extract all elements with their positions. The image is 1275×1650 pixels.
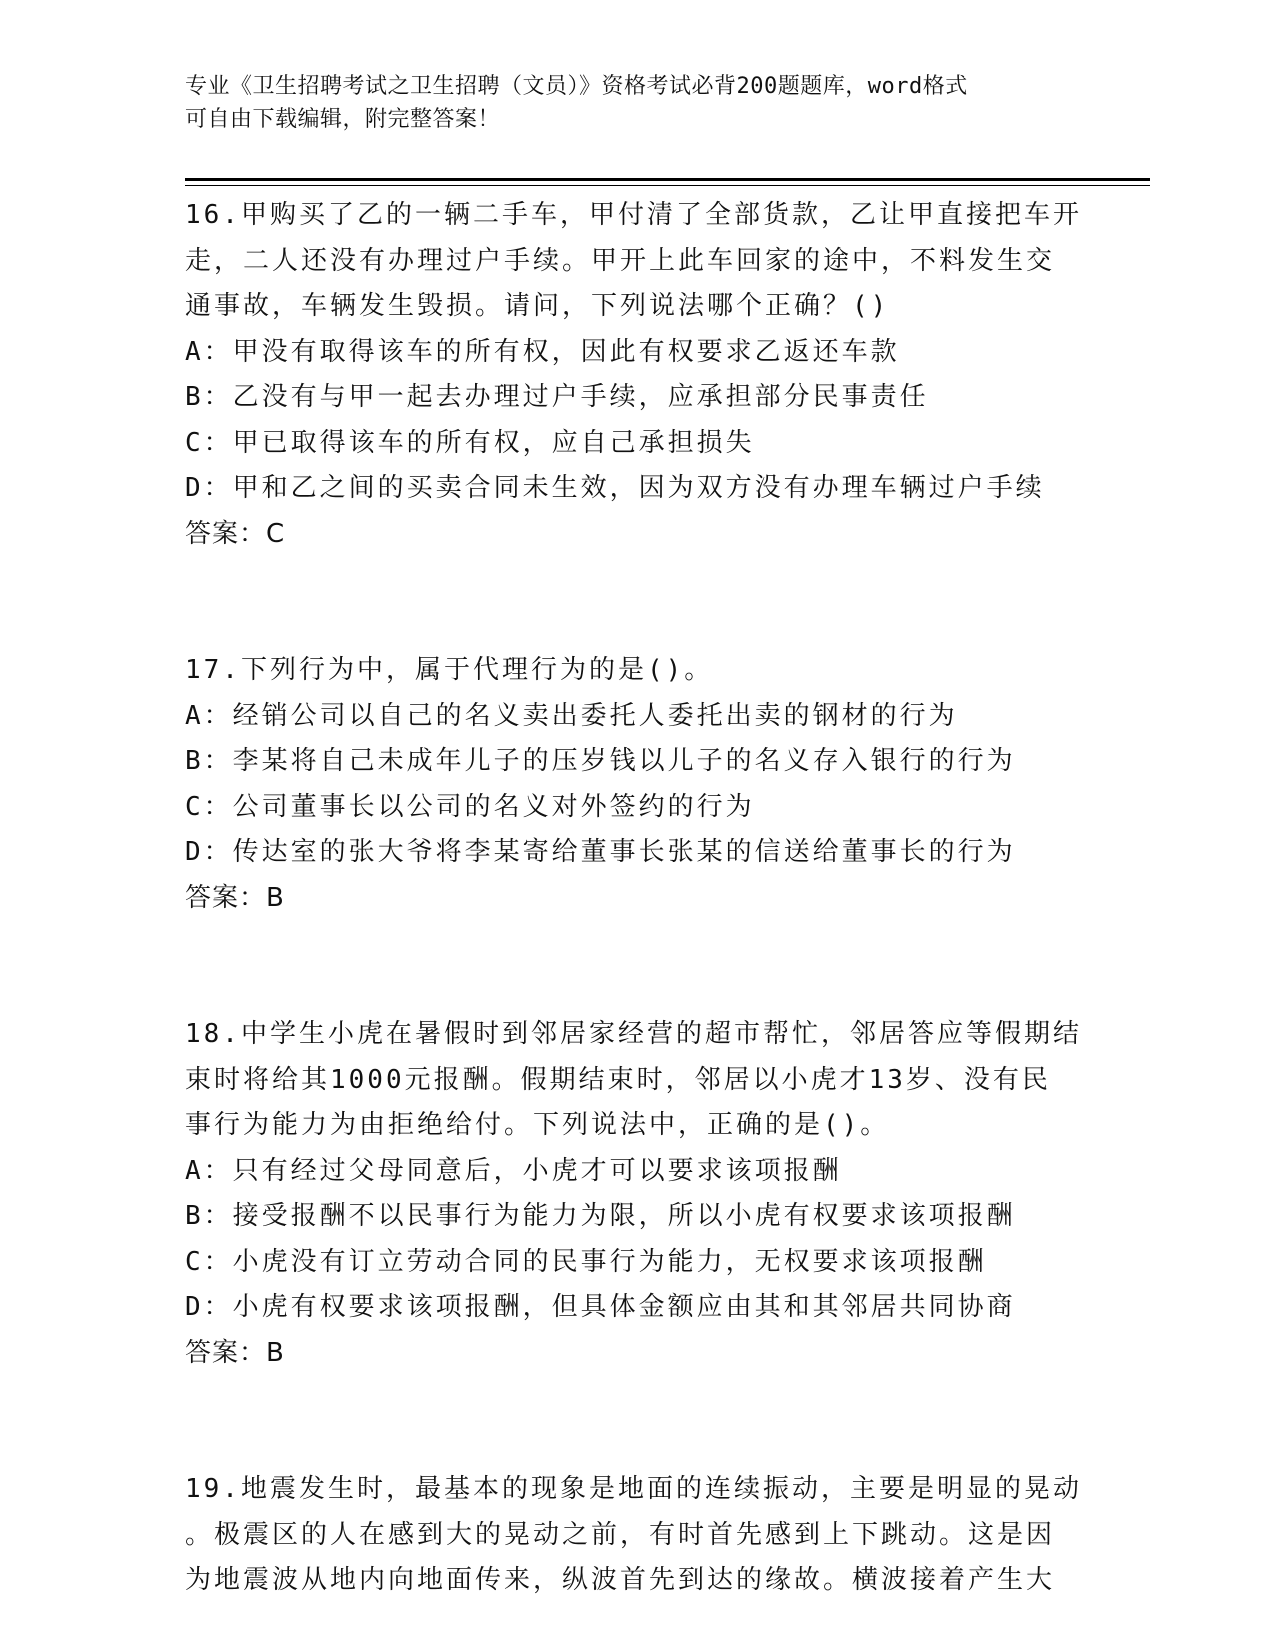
option-a: A：甲没有取得该车的所有权，因此有权要求乙返还车款 [185,336,900,367]
question-16 [185,193,1082,557]
option-b: B：李某将自己未成年儿子的压岁钱以儿子的名义存入银行的行为 [185,746,1016,776]
answer-line: 答案：C [185,518,286,549]
option-d: D：甲和乙之间的买卖合同未生效，因为双方没有办理车辆过户手续 [185,473,1045,503]
question-stem-line: 17.下列行为中，属于代理行为的是()。 [185,655,714,685]
header-line-2: 可自由下载编辑，附完整答案！ [185,107,501,132]
option-c: C：小虎没有订立劳动合同的民事行为能力，无权要求该项报酬 [185,1246,987,1277]
question-stem-line: 16.甲购买了乙的一辆二手车，甲付清了全部货款，乙让甲直接把车开 [185,200,1082,230]
answer-line: 答案：B [185,882,285,913]
document-header [185,70,1065,136]
question-stem-line: 束时将给其1000元报酬。假期结束时，邻居以小虎才13岁、没有民 [185,1064,1051,1095]
question-stem-line: 为地震波从地内向地面传来，纵波首先到达的缘故。横波接着产生大 [185,1565,1056,1595]
option-a: A：只有经过父母同意后，小虎才可以要求该项报酬 [185,1155,842,1186]
option-d: D：小虎有权要求该项报酬，但具体金额应由其和其邻居共同协商 [185,1292,1016,1322]
question-stem-line: 事行为能力为由拒绝给付。下列说法中，正确的是()。 [185,1110,890,1140]
question-stem-line: 19.地震发生时，最基本的现象是地面的连续振动，主要是明显的晃动 [185,1474,1082,1504]
spacer [185,557,1065,648]
header-divider-thin [185,185,1150,186]
spacer [185,1376,1065,1467]
question-19 [185,1467,1082,1604]
question-stem-line: 通事故，车辆发生毁损。请问，下列说法哪个正确？() [185,291,890,321]
question-stem-line: 走，二人还没有办理过户手续。甲开上此车回家的途中，不料发生交 [185,245,1056,276]
option-b: B：乙没有与甲一起去办理过户手续，应承担部分民事责任 [185,382,929,412]
answer-line: 答案：B [185,1337,285,1368]
option-b: B：接受报酬不以民事行为能力为限，所以小虎有权要求该项报酬 [185,1201,1016,1231]
question-stem-line: 18.中学生小虎在暑假时到邻居家经营的超市帮忙，邻居答应等假期结 [185,1019,1082,1049]
question-list [185,193,1082,1604]
option-c: C：甲已取得该车的所有权，应自己承担损失 [185,427,755,458]
spacer [185,921,1065,1012]
option-c: C：公司董事长以公司的名义对外签约的行为 [185,791,755,822]
header-line-1: 专业《卫生招聘考试之卫生招聘（文员）》资格考试必背200题题库，word格式 [185,74,968,99]
question-17 [185,648,1065,921]
option-d: D：传达室的张大爷将李某寄给董事长张某的信送给董事长的行为 [185,837,1016,867]
option-a: A：经销公司以自己的名义卖出委托人委托出卖的钢材的行为 [185,700,958,731]
question-18 [185,1012,1082,1376]
question-stem-line: 。极震区的人在感到大的晃动之前，有时首先感到上下跳动。这是因 [185,1519,1056,1550]
header-divider-thick [185,178,1150,181]
